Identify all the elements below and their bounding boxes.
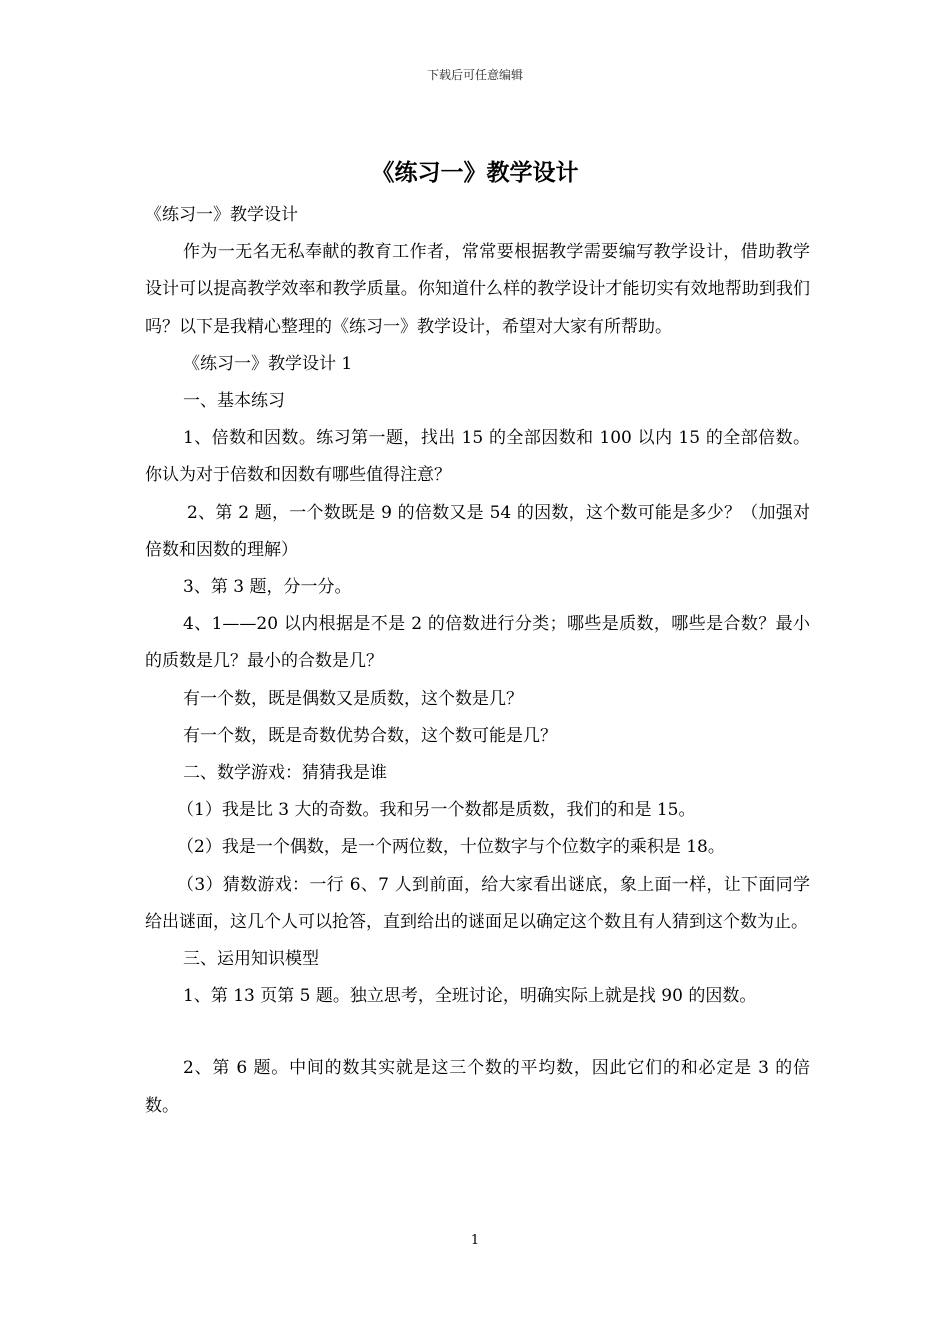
list-item: 4、1——20 以内根据是不是 2 的倍数进行分类；哪些是质数，哪些是合数？最小的质数是几？最小的合数是几？ [145,614,810,672]
list-item: （2）我是一个偶数，是一个两位数，十位数字与个位数字的乘积是 18。 [177,837,725,858]
list-item: 2、第 2 题，一个数既是 9 的倍数又是 54 的因数，这个数可能是多少？（加强对倍数和因数的理解） [145,502,810,560]
list-item: 3、第 3 题，分一分。 [183,577,352,598]
list-item: 有一个数，既是偶数又是质数，这个数是几？ [183,688,523,709]
list-item: （1）我是比 3 大的奇数。我和另一个数都是质数，我们的和是 15。 [177,800,696,821]
list-item: 1、倍数和因数。练习第一题，找出 15 的全部因数和 100 以内 15 的全部倍数。你认为对于倍数和因数有哪些值得注意？ [145,428,810,486]
list-item: （3）猜数游戏：一行 6、7 人到前面，给大家看出谜底，象上面一样，让下面同学给出谜面，这几个人可以抢答，直到给出的谜面足以确定这个数且有人猜到这个数为止。 [145,874,810,932]
section-heading-design-1: 《练习一》教学设计 1 [183,353,353,374]
list-item: 1、第 13 页第 5 题。独立思考，全班讨论，明确实际上就是找 90 的因数。 [183,986,757,1007]
document-title: 《练习一》教学设计 [371,159,579,186]
section-heading-basic-practice: 一、基本练习 [183,391,285,412]
list-item: 2、第 6 题。中间的数其实就是这三个数的平均数，因此它们的和必定是 3 的倍数。 [145,1058,810,1116]
page-header-note: 下载后可任意编辑 [426,68,523,82]
intro-paragraph: 作为一无名无私奉献的教育工作者，常常要根据教学需要编写教学设计，借助教学设计可以提高教学效率和教学质量。你知道什么样的教学设计才能切实有效地帮助到我们吗？以下是我精心整理的《练习一》教学设计，希望对大家有所帮助。 [145,242,810,337]
document-body [145,197,810,1125]
page-number: 1 [470,1233,480,1248]
subtitle-line: 《练习一》教学设计 [145,205,298,225]
section-heading-knowledge-model: 三、运用知识模型 [183,949,319,970]
list-item: 有一个数，既是奇数优势合数，这个数可能是几？ [183,725,557,746]
section-heading-math-game: 二、数学游戏：猜猜我是谁 [183,763,387,784]
